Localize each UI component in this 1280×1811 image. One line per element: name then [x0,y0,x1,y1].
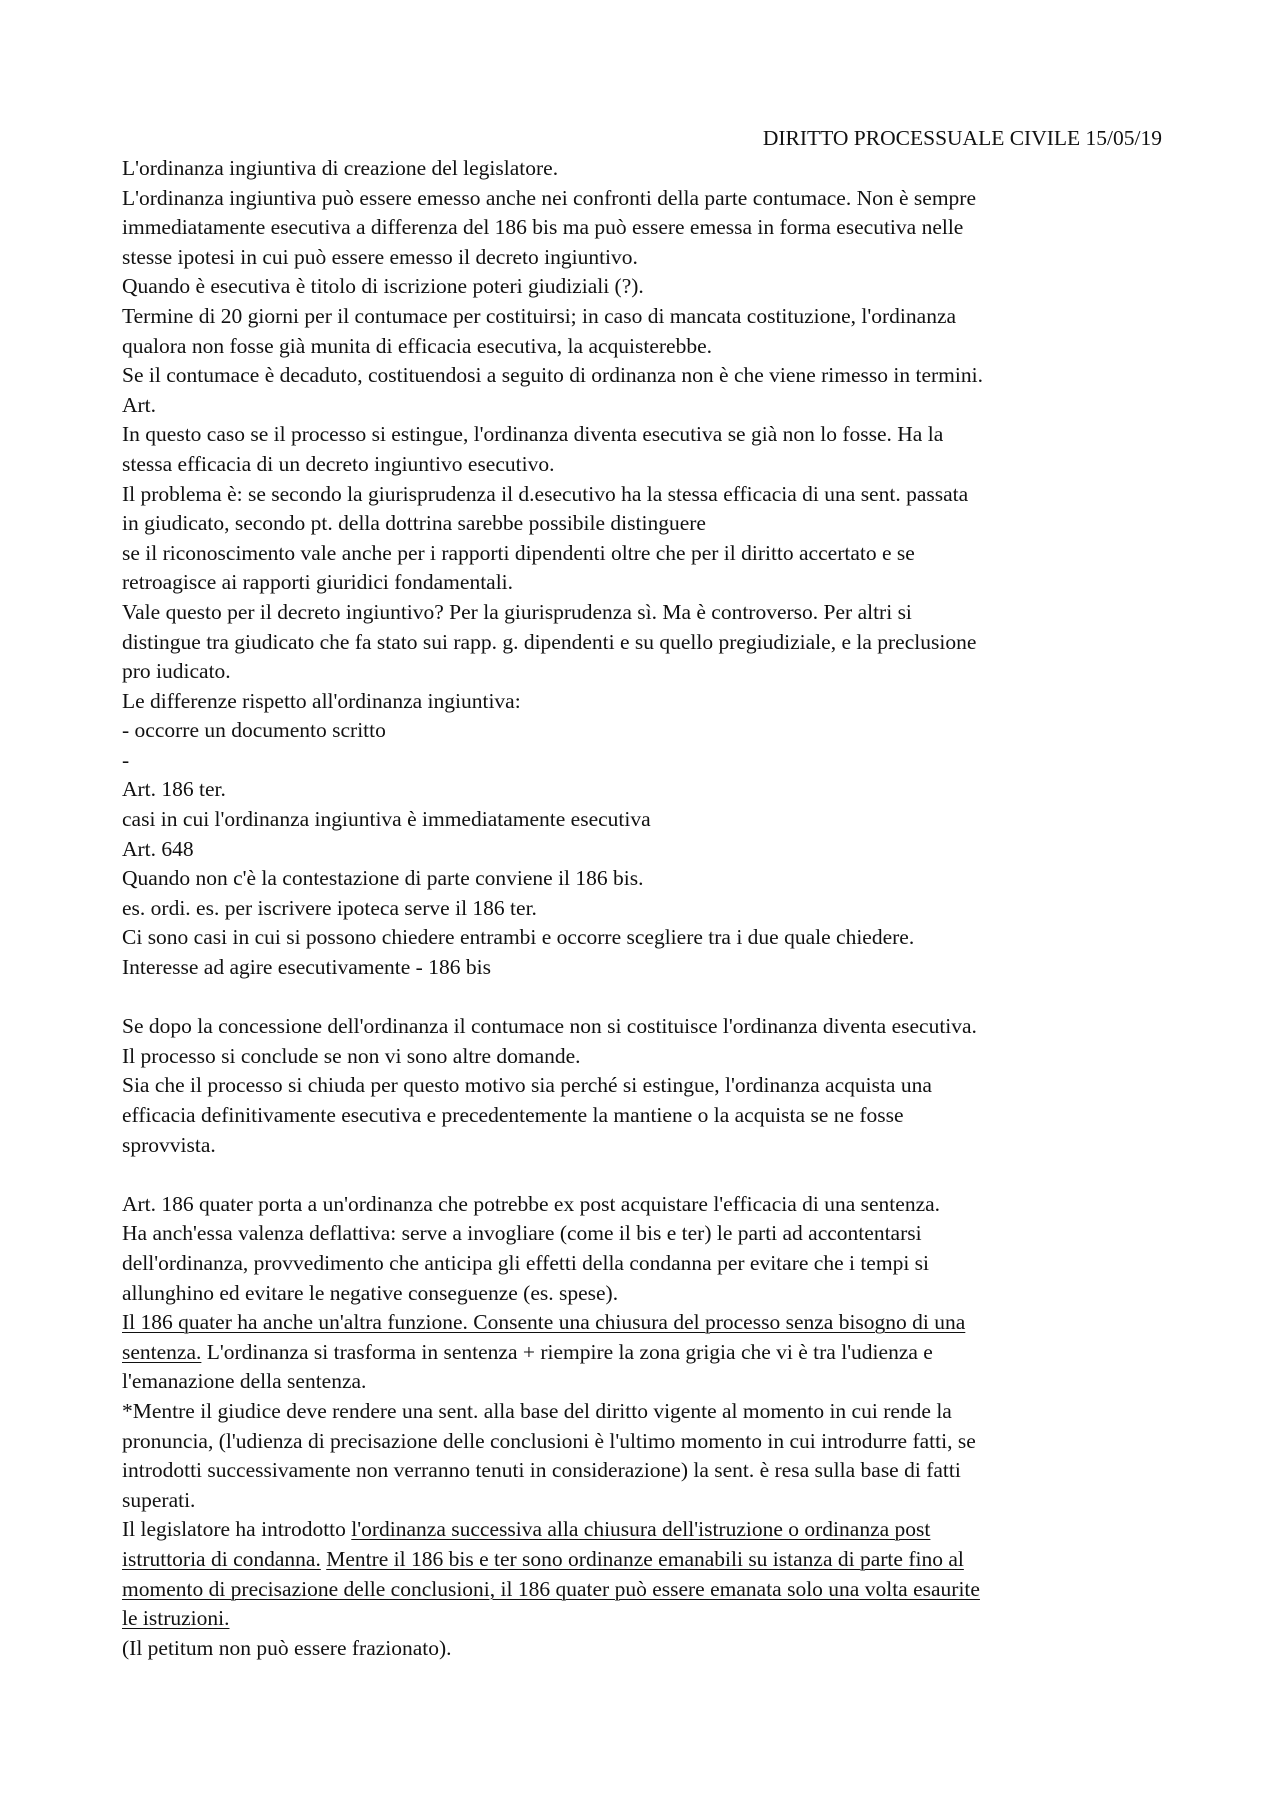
text-segment: es. ordi. es. per iscrivere ipoteca serve il 186 ter. [122,895,537,920]
text-line [122,1604,1172,1634]
text-line [122,835,1172,865]
text-segment: In questo caso se il processo si estingue, l'ordinanza diventa esecutiva se già non lo fosse. Ha la [122,422,944,447]
text-segment: Il problema è: se secondo la giurisprudenza il d.esecutivo ha la stessa efficacia di una sent. passata [122,481,969,506]
text-segment: - [122,747,130,772]
text-line [122,391,1172,421]
text-line [122,450,1172,480]
underlined-text: sentenza. [122,1339,202,1364]
text-segment: se il riconoscimento vale anche per i rapporti dipendenti oltre che per il diritto accertato e se [122,540,915,565]
text-line [122,272,1172,302]
text-line [122,1634,1172,1664]
text-line [122,243,1172,273]
document-body [122,154,1172,1663]
text-line [122,509,1172,539]
text-line [122,1486,1172,1516]
text-segment: in giudicato, secondo pt. della dottrina sarebbe possibile distinguere [122,511,706,536]
text-segment: allunghino ed evitare le negative conseguenze (es. spese). [122,1280,619,1305]
text-line [122,1279,1172,1309]
text-segment: pro iudicato. [122,659,231,684]
text-line [122,1219,1172,1249]
text-line [122,894,1172,924]
text-line [122,1575,1172,1605]
text-segment: efficacia definitivamente esecutiva e precedentemente la mantiene o la acquista se ne fosse [122,1103,904,1127]
text-segment: immediatamente esecutiva a differenza del 186 bis ma può essere emessa in forma esecutiva nelle [122,215,964,240]
text-segment: introdotti successivamente non verranno tenuti in considerazione) la sent. è resa sulla base di fatti [122,1458,961,1483]
text-line [122,628,1172,658]
blank-line [122,983,1172,1013]
text-segment: superati. [122,1487,196,1512]
text-line [122,154,1172,184]
text-segment: stessa efficacia di un decreto ingiuntivo esecutivo. [122,451,555,476]
text-line [122,480,1172,510]
text-segment: Sia che il processo si chiuda per questo motivo sia perché si estingue, l'ordinanza acquista una [122,1073,932,1098]
text-line [122,1427,1172,1457]
text-segment: Art. [122,392,157,417]
text-line [122,1338,1172,1368]
text-segment: Interesse ad agire esecutivamente - 186 bis [122,955,491,980]
text-line [122,1456,1172,1486]
text-segment: Art. 186 quater porta a un'ordinanza che potrebbe ex post acquistare l'efficacia di una sentenza. [122,1191,941,1216]
text-segment: sprovvista. [122,1132,216,1157]
text-line [122,568,1172,598]
text-line [122,1131,1172,1161]
text-line [122,1012,1172,1042]
text-line [122,1042,1172,1072]
text-segment: Art. 186 ter. [122,777,226,802]
text-segment: (Il petitum non può essere frazionato). [122,1635,452,1660]
text-line [122,1545,1172,1575]
text-segment: stesse ipotesi in cui può essere emesso il decreto ingiuntivo. [122,244,638,269]
text-line [122,953,1172,983]
underlined-text: momento di precisazione delle conclusioni, il 186 quater può essere emanata solo una volta esaurite [122,1576,980,1601]
text-line [122,420,1172,450]
text-segment: - occorre un documento scritto [122,718,386,743]
text-segment: *Mentre il giudice deve rendere una sent. alla base del diritto vigente al momento in cui rende la [122,1398,952,1423]
text-line [122,539,1172,569]
text-line [122,184,1172,214]
text-line [122,775,1172,805]
text-line [122,1101,1172,1131]
underlined-text: l'ordinanza successiva alla chiusura dell'istruzione o ordinanza post [351,1517,931,1542]
text-line [122,598,1172,628]
text-segment: l'emanazione della sentenza. [122,1369,367,1394]
text-line [122,923,1172,953]
text-segment: Il processo si conclude se non vi sono altre domande. [122,1043,581,1068]
text-segment: Se il contumace è decaduto, costituendosi a seguito di ordinanza non è che viene rimesso in termini. [122,363,983,388]
text-line [122,213,1172,243]
text-segment: dell'ordinanza, provvedimento che anticipa gli effetti della condanna per evitare che i tempi si [122,1250,930,1275]
text-line [122,1367,1172,1397]
text-line [122,1397,1172,1427]
blank-line [122,1160,1172,1190]
underlined-text: Il 186 quater ha anche un'altra funzione. Consente una chiusura del processo senza bisogno di una [122,1310,966,1335]
document-header-title: DIRITTO PROCESSUALE CIVILE 15/05/19 [762,126,1162,150]
text-segment: Se dopo la concessione dell'ordinanza il contumace non si costituisce l'ordinanza diventa esecutiva. [122,1014,977,1039]
text-line [122,716,1172,746]
text-line [122,1190,1172,1220]
text-line [122,302,1172,332]
text-segment: Quando non c'è la contestazione di parte conviene il 186 bis. [122,866,644,891]
text-segment: Vale questo per il decreto ingiuntivo? Per la giurisprudenza sì. Ma è controverso. Per altri si [122,599,912,624]
text-segment: pronuncia, (l'udienza di precisazione delle conclusioni è l'ultimo momento in cui introdurre fatti, se [122,1428,976,1453]
text-line [122,1515,1172,1545]
text-line [122,687,1172,717]
text-segment: L'ordinanza si trasforma in sentenza + riempire la zona grigia che vi è tra l'udienza e [201,1339,933,1364]
text-line [122,864,1172,894]
text-line [122,805,1172,835]
text-segment: Le differenze rispetto all'ordinanza ingiuntiva: [122,688,521,713]
text-segment: Art. 648 [122,836,194,861]
text-segment: Quando è esecutiva è titolo di iscrizione poteri giudiziali (?). [122,274,644,299]
text-line [122,746,1172,776]
text-segment: qualora non fosse già munita di efficacia esecutiva, la acquisterebbe. [122,333,713,358]
text-segment: casi in cui l'ordinanza ingiuntiva è immediatamente esecutiva [122,807,651,832]
text-line [122,361,1172,391]
text-segment: L'ordinanza ingiuntiva di creazione del legislatore. [122,156,559,180]
text-line [122,1071,1172,1101]
text-line [122,1308,1172,1338]
text-line [122,332,1172,362]
text-segment: Il legislatore ha introdotto [122,1517,352,1542]
text-segment: L'ordinanza ingiuntiva può essere emesso anche nei confronti della parte contumace. Non è sempre [122,185,976,210]
text-line [122,1249,1172,1279]
text-line [122,657,1172,687]
text-segment: distingue tra giudicato che fa stato sui rapp. g. dipendenti e su quello pregiudiziale, e la preclusione [122,629,977,654]
underlined-text: Mentre il 186 bis e ter sono ordinanze emanabili su istanza di parte fino al [326,1546,964,1571]
text-segment: Ha anch'essa valenza deflattiva: serve a invogliare (come il bis e ter) le parti ad accontentarsi [122,1221,922,1246]
text-segment: retroagisce ai rapporti giuridici fondamentali. [122,570,514,595]
underlined-text: istruttoria di condanna. [122,1546,321,1571]
text-segment: Termine di 20 giorni per il contumace per costituirsi; in caso di mancata costituzione, l'ordinanza [122,303,957,328]
underlined-text: le istruzioni. [122,1606,230,1631]
text-segment: Ci sono casi in cui si possono chiedere entrambi e occorre scegliere tra i due quale chiedere. [122,925,915,950]
